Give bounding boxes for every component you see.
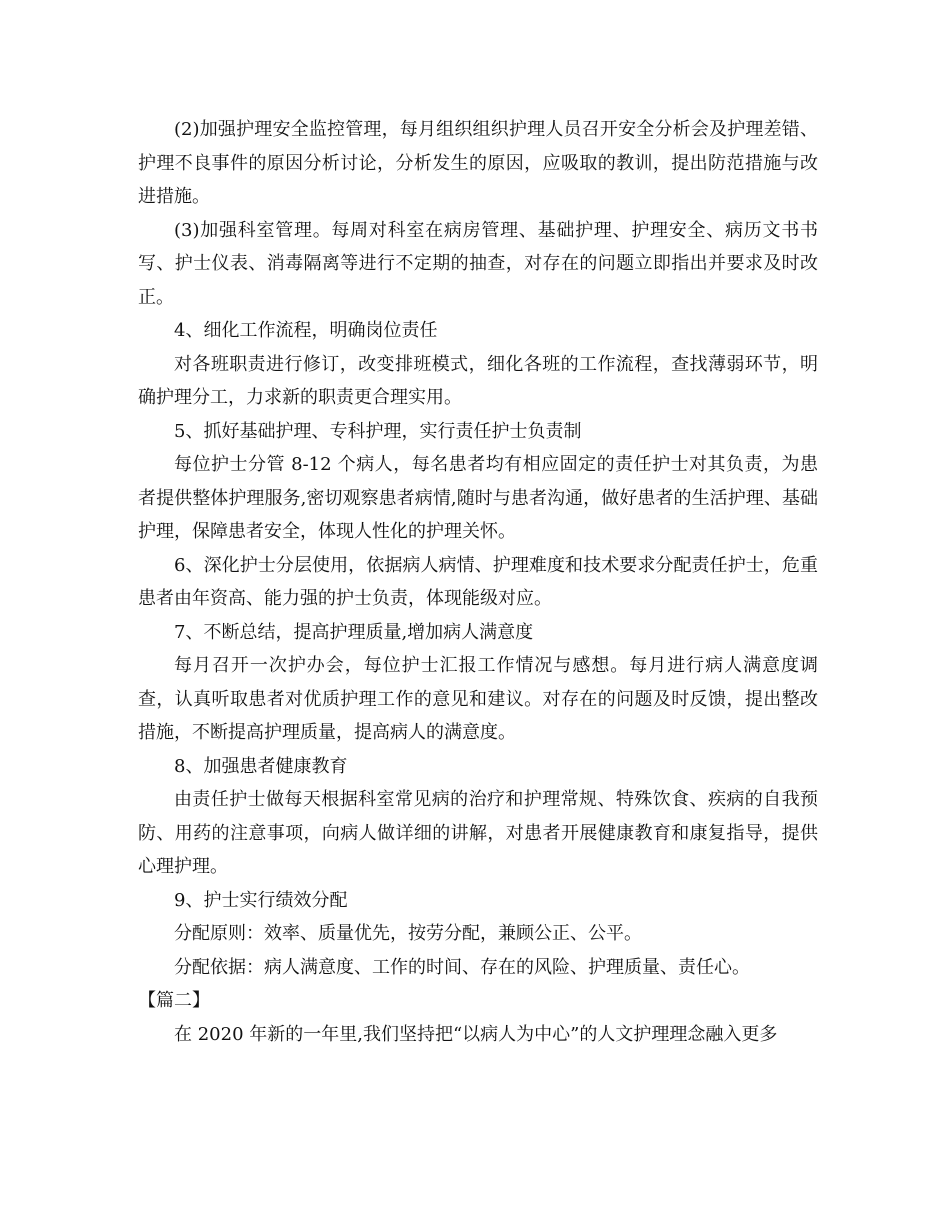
paragraph-basic-nursing: 每位护士分管 8-12 个病人，每名患者均有相应固定的责任护士对其负责，为患者提供整体护理服务,密切观察患者病情,随时与患者沟通，做好患者的生活护理、基础护理，保障患者安全，体现人性化的护理关怀。 <box>138 454 818 542</box>
heading-health-education: 8、加强患者健康教育 <box>174 755 348 777</box>
paragraph-satisfaction: 每月召开一次护办会，每位护士汇报工作情况与感想。每月进行病人满意度调查，认真听取患者对优质护理工作的意见和建议。对存在的问题及时反馈，提出整改措施，不断提高护理质量，提高病人的满意度。 <box>138 655 818 743</box>
document-body <box>138 113 818 1051</box>
heading-workflow: 4、细化工作流程，明确岗位责任 <box>174 320 438 341</box>
paragraph-part-two-intro: 在 2020 年新的一年里,我们坚持把“以病人为中心”的人文护理理念融入更多 <box>174 1023 778 1045</box>
paragraph-health-education: 由责任护士做每天根据科室常见病的治疗和护理常规、特殊饮食、疾病的自我预防、用药的注意事项，向病人做详细的讲解，对患者开展健康教育和康复指导，提供心理护理。 <box>138 789 818 877</box>
paragraph-department-management: (3)加强科室管理。每周对科室在病房管理、基础护理、护理安全、病历文书书写、护士仪表、消毒隔离等进行不定期的抽查，对存在的问题立即指出并要求及时改正。 <box>138 219 818 308</box>
heading-performance: 9、护士实行绩效分配 <box>174 889 348 911</box>
paragraph-safety-monitoring: (2)加强护理安全监控管理，每月组织组织护理人员召开安全分析会及护理差错、护理不良事件的原因分析讨论，分析发生的原因，应吸取的教训，提出防范措施与改进措施。 <box>138 119 818 207</box>
section-title-part-two: 【篇二】 <box>138 990 210 1011</box>
heading-satisfaction: 7、不断总结，提高护理质量,增加病人满意度 <box>174 621 534 643</box>
paragraph-layered-use: 6、深化护士分层使用，依据病人病情、护理难度和技术要求分配责任护士，危重患者由年资高、能力强的护士负责，体现能级对应。 <box>138 554 818 609</box>
heading-basic-nursing: 5、抓好基础护理、专科护理，实行责任护士负责制 <box>174 420 582 442</box>
paragraph-workflow: 对各班职责进行修订，改变排班模式，细化各班的工作流程，查找薄弱环节，明确护理分工，力求新的职责更合理实用。 <box>138 353 818 408</box>
paragraph-distribution-basis: 分配依据：病人满意度、工作的时间、存在的风险、护理质量、责任心。 <box>174 956 750 978</box>
paragraph-distribution-principle: 分配原则：效率、质量优先，按劳分配，兼顾公正、公平。 <box>174 923 642 944</box>
